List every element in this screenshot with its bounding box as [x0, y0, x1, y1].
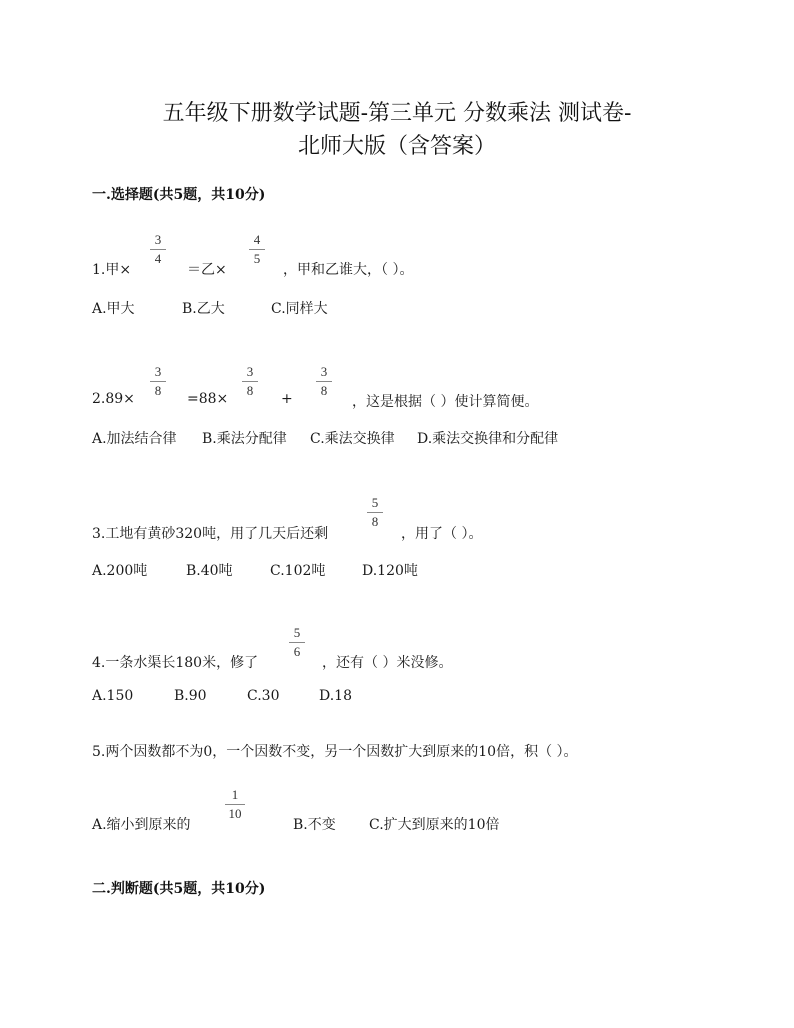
document-title-line1: 五年级下册数学试题-第三单元 分数乘法 测试卷- — [162, 101, 632, 126]
fraction-5-6: $\frac{5}{6}$ — [289, 625, 305, 660]
option-a[interactable]: A.加法结合律 — [92, 431, 177, 447]
option-c[interactable]: C.30 — [247, 688, 280, 704]
fraction-5-8: $\frac{5}{8}$ — [367, 495, 383, 530]
option-b[interactable]: B.40吨 — [186, 563, 233, 579]
fraction-3-8: $\frac{3}{8}$ — [316, 364, 332, 399]
option-c[interactable]: C.102吨 — [270, 563, 326, 579]
question-1-text-b: ＝乙× — [187, 262, 227, 278]
option-c[interactable]: C.乘法交换律 — [310, 431, 395, 447]
option-d[interactable]: D.18 — [319, 688, 352, 704]
option-c[interactable]: C.扩大到原来的10倍 — [369, 817, 500, 833]
fraction-3-8: $\frac{3}{8}$ — [242, 364, 258, 399]
question-2-text-c: ，这是根据（ ）使计算简便。 — [352, 394, 539, 410]
question-2-plus: + — [281, 391, 293, 407]
question-2-text-a: 2.89× — [92, 391, 135, 407]
question-5-text: 5.两个因数都不为0，一个因数不变，另一个因数扩大到原来的10倍，积（ ）。 — [92, 744, 578, 760]
question-4-text-a: 4.一条水渠长180米，修了 — [92, 655, 259, 671]
fraction-4-5: $\frac{4}{5}$ — [249, 232, 265, 267]
fraction-1-10: $\frac{1}{10}$ — [225, 787, 245, 822]
question-1-text-a: 1.甲× — [92, 262, 132, 278]
option-d[interactable]: D.乘法交换律和分配律 — [417, 431, 559, 447]
option-d[interactable]: D.120吨 — [362, 563, 418, 579]
option-b[interactable]: B.90 — [174, 688, 207, 704]
option-a[interactable]: A.缩小到原来的 — [92, 817, 191, 833]
fraction-3-8: $\frac{3}{8}$ — [150, 364, 166, 399]
question-1-text-c: ，甲和乙谁大，（ ）。 — [283, 262, 414, 278]
section-heading-true-false: 二.判断题(共5题，共10分) — [92, 881, 266, 897]
option-a[interactable]: A.甲大 — [92, 301, 135, 317]
section-heading-choice: 一.选择题(共5题，共10分) — [92, 187, 266, 203]
fraction-3-4: $\frac{3}{4}$ — [150, 232, 166, 267]
option-a[interactable]: A.200吨 — [92, 563, 148, 579]
option-b[interactable]: B.不变 — [293, 817, 336, 833]
option-b[interactable]: B.乙大 — [182, 301, 225, 317]
option-c[interactable]: C.同样大 — [271, 301, 328, 317]
question-2-text-b: =88× — [187, 391, 229, 407]
option-a[interactable]: A.150 — [92, 688, 134, 704]
question-3-text-b: ，用了（ ）。 — [401, 526, 483, 542]
question-4-text-b: ，还有（ ）米没修。 — [322, 655, 453, 671]
option-b[interactable]: B.乘法分配律 — [202, 431, 287, 447]
question-3-text-a: 3.工地有黄砂320吨，用了几天后还剩 — [92, 526, 329, 542]
document-title-line2: 北师大版（含答案） — [297, 134, 496, 159]
